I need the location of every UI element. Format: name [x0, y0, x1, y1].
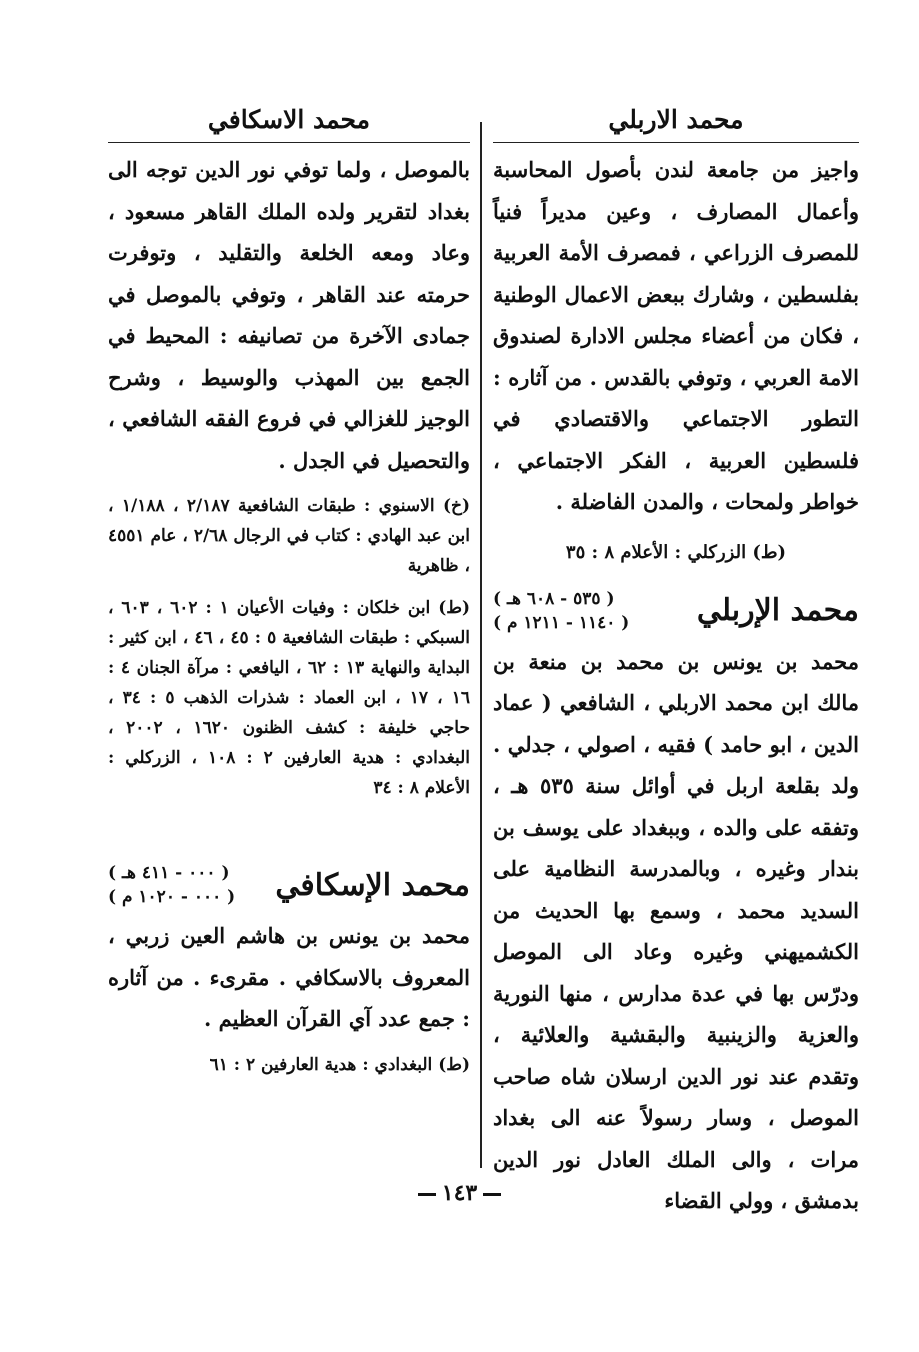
- left-column: [108, 100, 470, 1092]
- entry-name-iskafi: محمد الإسكافي: [275, 867, 470, 903]
- entry-dates-irbili: [493, 587, 629, 635]
- running-header-right: محمد الاربلي: [493, 100, 859, 143]
- source-printed-right: (ط) الزركلي : الأعلام ٨ : ٣٥: [565, 541, 787, 563]
- entry-heading-irbili: [493, 587, 859, 635]
- entry-dates-hijri: ( ٥٣٥ - ٦٠٨ هـ ): [493, 588, 615, 609]
- entry-dates-gregorian: ( ٠٠٠ - ١٠٢٠ م ): [108, 887, 236, 907]
- running-header-left: محمد الاسكافي: [108, 100, 470, 143]
- page-number: ١٤٣: [441, 1180, 478, 1206]
- page-footer: [0, 1180, 919, 1206]
- entry-dates-iskafi: [108, 861, 235, 909]
- entry-heading-iskafi: [108, 861, 470, 909]
- continuation-text-left: بالموصل ، ولما توفي نور الدين توجه الى بغداد لتقرير ولده الملك القاهر مسعود ، وعاد ومعه الخلعة والتقليد ، وتوفرت حرمته عند القاهر ، وتوفي بالموصل في جمادى الآخرة من تصانيفه : المحيط في الجمع بين المهذب والوسيط ، وشرح الوجيز للغزالي في فروع الفقه الشافعي ، والتحصيل في الجدل .: [108, 157, 470, 473]
- entry-text-iskafi: محمد بن يونس بن هاشم العين زربي ، المعروف بالاسكافي . مقرىء . من آثاره : جمع عدد آي القرآن العظيم .: [108, 923, 470, 1031]
- source-manuscript-left: (خ) الاسنوي : طبقات الشافعية ٢/١٨٧ ، ١/١٨٨ ، ابن عبد الهادي : كتاب في الرجال ٢/٦٨ ، عام ٤٥٥١ ، ظاهرية: [108, 496, 471, 576]
- source-printed-left: (ط) ابن خلكان : وفيات الأعيان ١ : ٦٠٢ ، ٦٠٣ ، السبكي : طبقات الشافعية ٥ : ٤٥ ، ٤٦ ، ابن كثير : البداية والنهاية ١٣ : ٦٢ ، اليافعي : مرآة الجنان ٤ : ١٦ ، ١٧ ، ابن العماد : شذرات الذهب ٥ : ٣٤ ، حاجي خليفة : كشف الظنون ١٦٢٠ ، ٢٠٠٢ ، البغدادي : هدية العارفين ٢ : ١٠٨ ، الزركلي : الأعلام ٨ : ٣٤: [108, 598, 471, 798]
- entry-dates-hijri: ( ٠٠٠ - ٤١١ هـ ): [108, 863, 230, 883]
- right-column: [493, 100, 859, 1222]
- source-printed-iskafi: (ط) البغدادي : هدية العارفين ٢ : ٦١: [209, 1054, 470, 1075]
- continuation-text-right: واجيز من جامعة لندن بأصول المحاسبة وأعمال المصارف ، وعين مديراً فنياً للمصرف الزراعي ، فمصرف الأمة العربية بفلسطين ، وشارك ببعض الاعمال الوطنية ، فكان من أعضاء مجلس الادارة لصندوق الامة العربي ، وتوفي بالقدس . من آثاره : التطور الاجتماعي والاقتصادي في فلسطين العربية ، الفكر الاجتماعي ، خواطر ولمحات ، والمدن الفاضلة .: [493, 157, 859, 514]
- entry-spacer: [108, 815, 470, 853]
- footer-dash: [418, 1193, 436, 1196]
- column-divider: [480, 122, 482, 1168]
- entry-dates-gregorian: ( ١١٤٠ - ١٢١١ م ): [493, 612, 630, 633]
- entry-text-irbili: محمد بن يونس بن محمد بن منعة بن مالك ابن محمد الاربلي ، الشافعي ( عماد الدين ، ابو حامد ) فقيه ، اصولي ، جدلي . ولد بقلعة اربل في أوائل سنة ٥٣٥ هـ ، وتفقه على والده ، وببغداد على يوسف بن بندار وغيره ، وبالمدرسة النظامية على السديد محمد ، وسمع بها الحديث من الكشميهني وغيره وعاد الى الموصل ودرّس بها في عدة مدارس ، منها النورية والعزية والزينبية والبقشية والعلائية ، وتقدم عند نور الدين ارسلان شاه صاحب الموصل ، وسار رسولاً عنه الى بغداد مرات ، والى الملك العادل نور الدين بدمشق ، وولي القضاء: [493, 648, 859, 1213]
- footer-dash: [483, 1193, 501, 1196]
- entry-name-irbili: محمد الإربلي: [696, 593, 859, 628]
